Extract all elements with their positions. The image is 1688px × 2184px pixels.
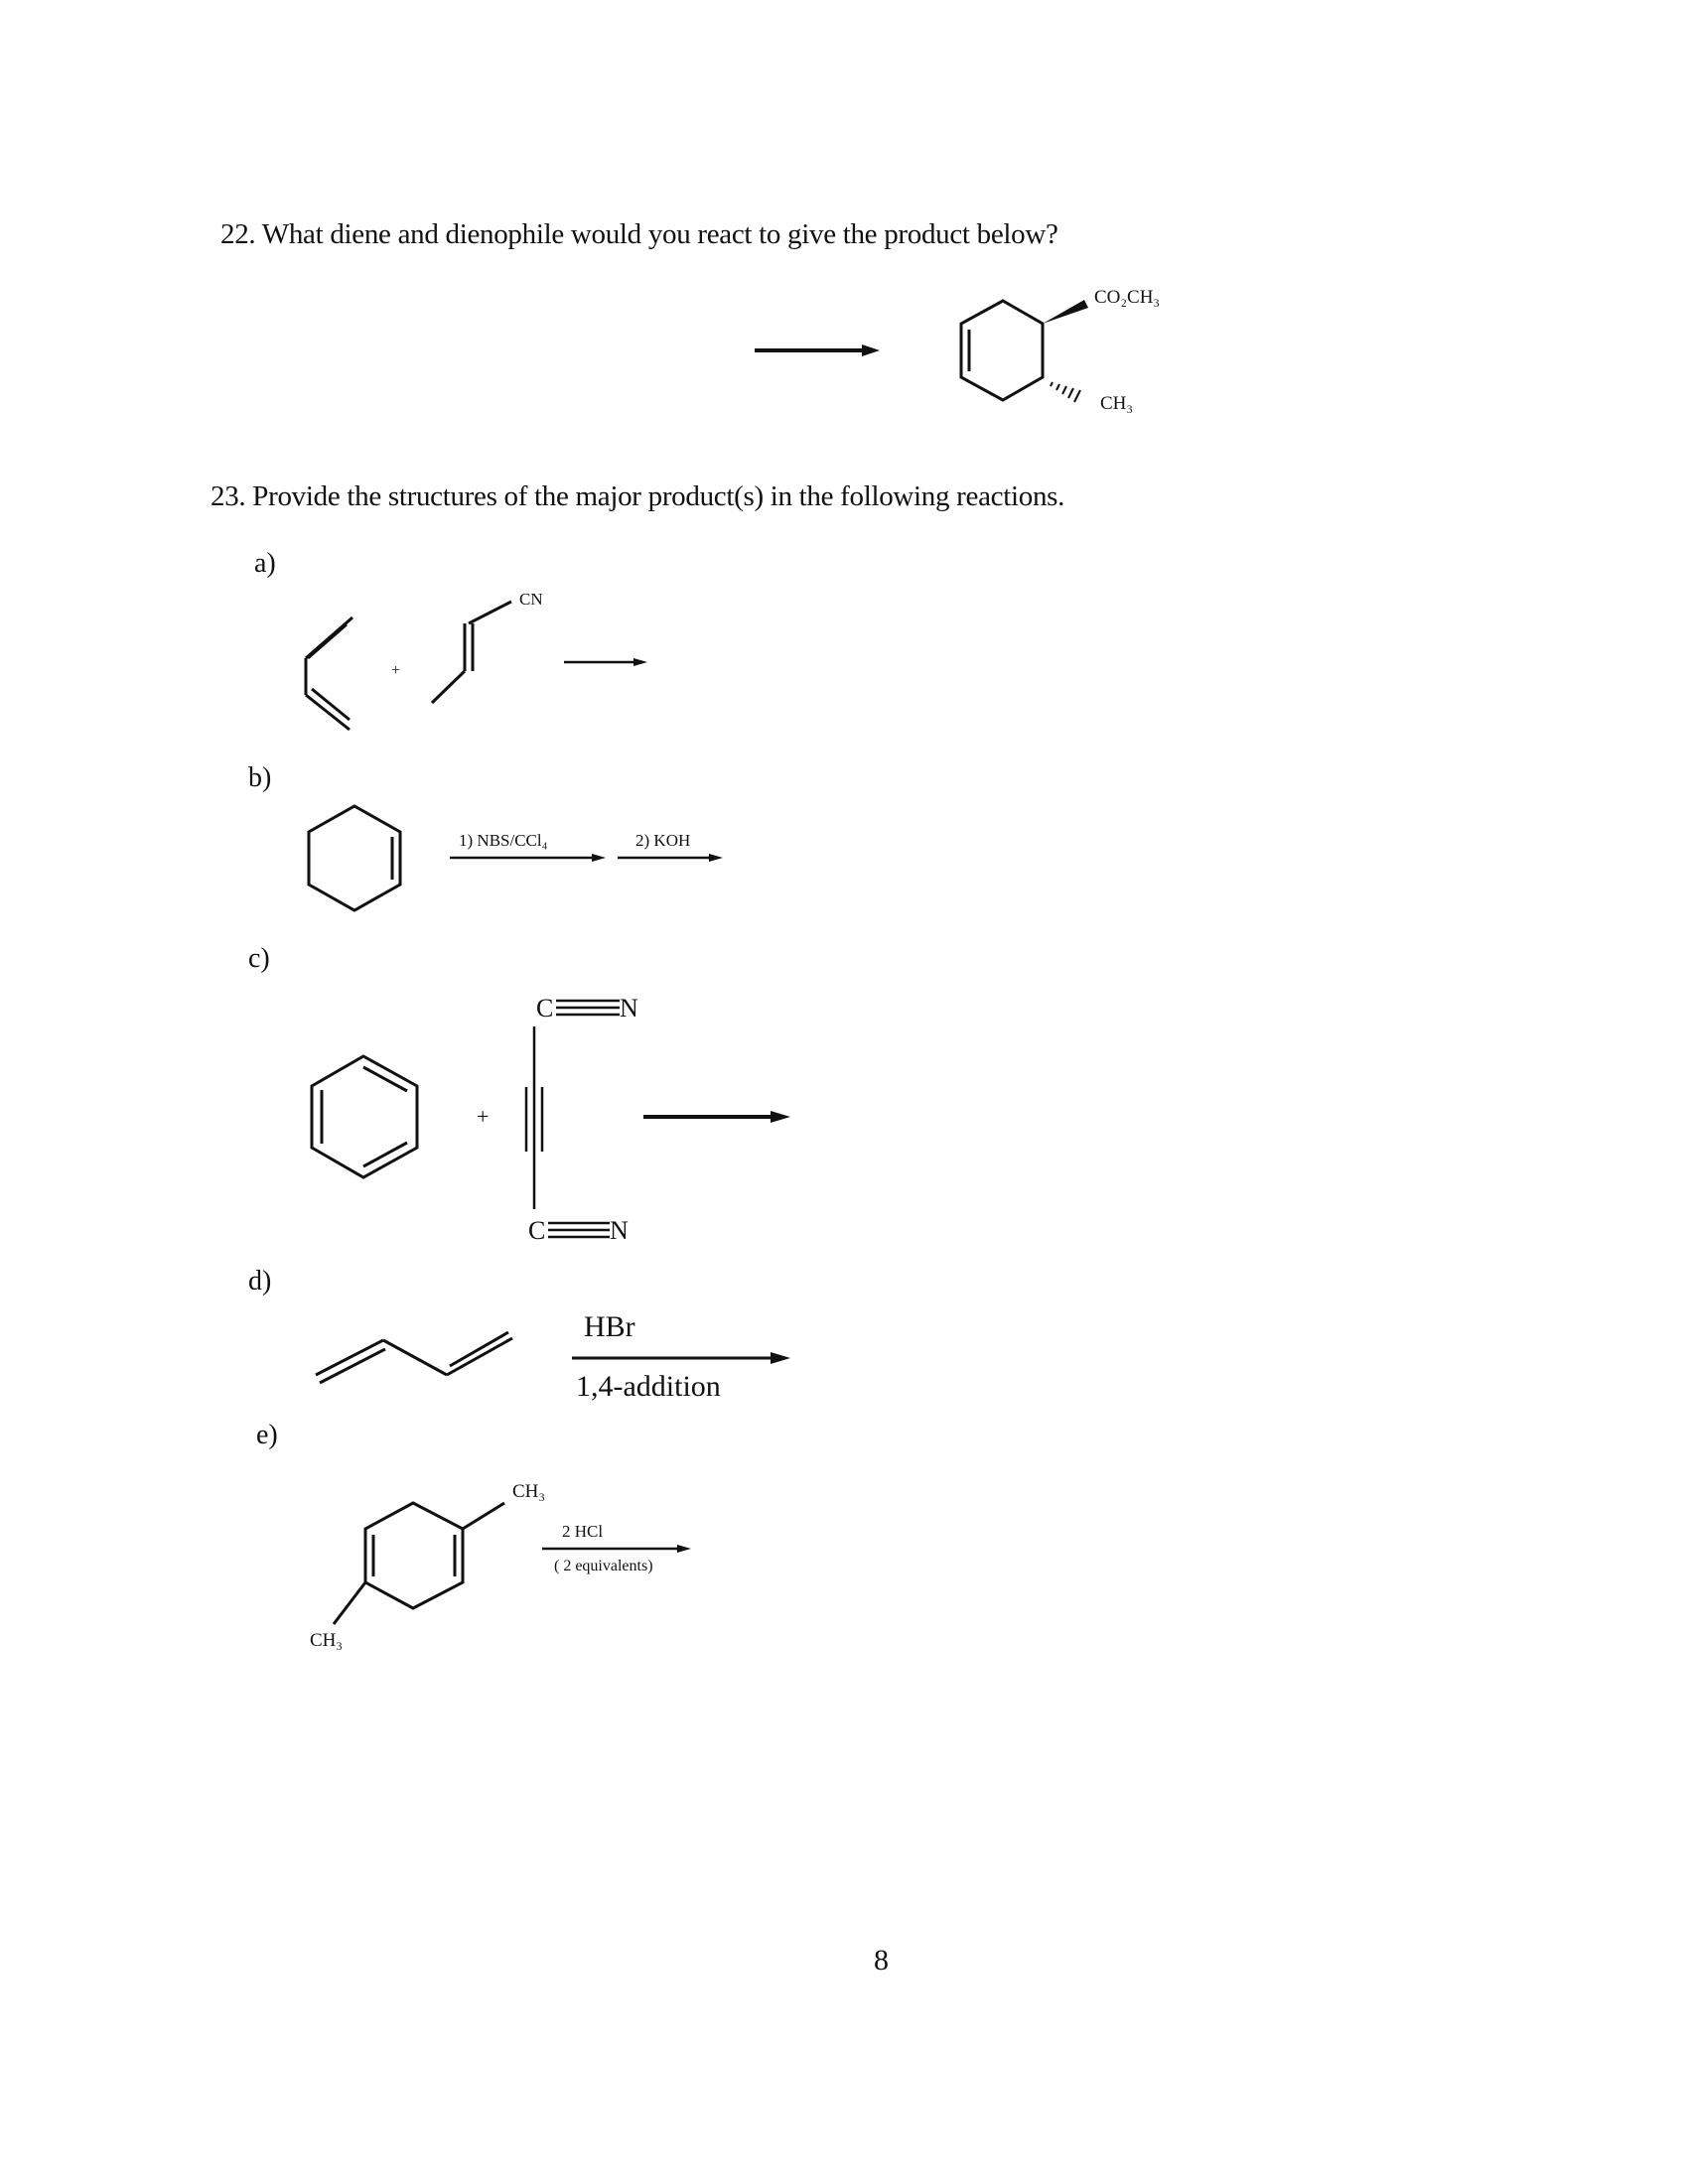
part-e-arrow [542,1545,691,1553]
part-a-diene [306,617,352,730]
q22-wedge-bond [1043,300,1088,324]
q22-sub-top: CO₂CH₃ [1094,287,1161,308]
part-d-butadiene [316,1332,512,1383]
part-b-step2: 2) KOH [635,831,691,850]
part-c-plus: + [477,1104,490,1129]
part-a-label: a) [254,548,276,579]
q22-hash-bond [1051,382,1080,402]
part-e-condition: ( 2 equivalents) [554,1558,653,1574]
part-e-ch3-top: CH₃ [512,1481,546,1502]
part-b-cyclohexene [309,806,400,910]
part-c-top-n: N [620,994,638,1023]
part-c-bottom-nitrile-triple-bond [548,1223,610,1237]
part-a-dienophile [432,602,511,703]
part-e-dimethylcyclohexadiene [334,1503,504,1624]
question-22: 22. What diene and dienophile would you react to give the product below? [220,218,1058,250]
part-c-label: c) [248,943,270,974]
part-c-top-c: C [536,994,554,1023]
part-d-arrow [572,1352,790,1364]
part-e-ch3-bottom: CH₃ [310,1630,344,1651]
part-c-bottom-c: C [528,1216,546,1245]
part-b-step1: 1) NBS/CCl₄ [459,831,548,850]
part-c-arrow [643,1111,790,1123]
part-c-top-nitrile-triple-bond [556,1001,620,1015]
part-a-cn: CN [519,590,543,609]
part-b-label: b) [248,762,272,793]
question-23: 23. Provide the structures of the major product(s) in the following reactions. [211,480,1065,512]
page-number: 8 [874,1944,889,1977]
part-d-condition: 1,4-addition [576,1370,721,1403]
part-b-arrow-1 [450,854,606,862]
q22-product-cyclohexene [961,301,1043,400]
q22-arrow [755,344,880,356]
part-c-benzene [312,1056,417,1177]
part-e-label: e) [256,1420,278,1450]
part-c-alkyne-chain [526,1026,542,1209]
part-d-label: d) [248,1266,272,1297]
q22-sub-bottom: CH₃ [1100,393,1134,414]
part-e-reagent: 2 HCl [562,1522,604,1541]
part-a-arrow [564,658,647,666]
part-c-bottom-n: N [610,1216,629,1245]
part-d-reagent: HBr [584,1310,635,1343]
part-a-plus: + [391,662,401,679]
part-b-arrow-2 [618,854,723,862]
